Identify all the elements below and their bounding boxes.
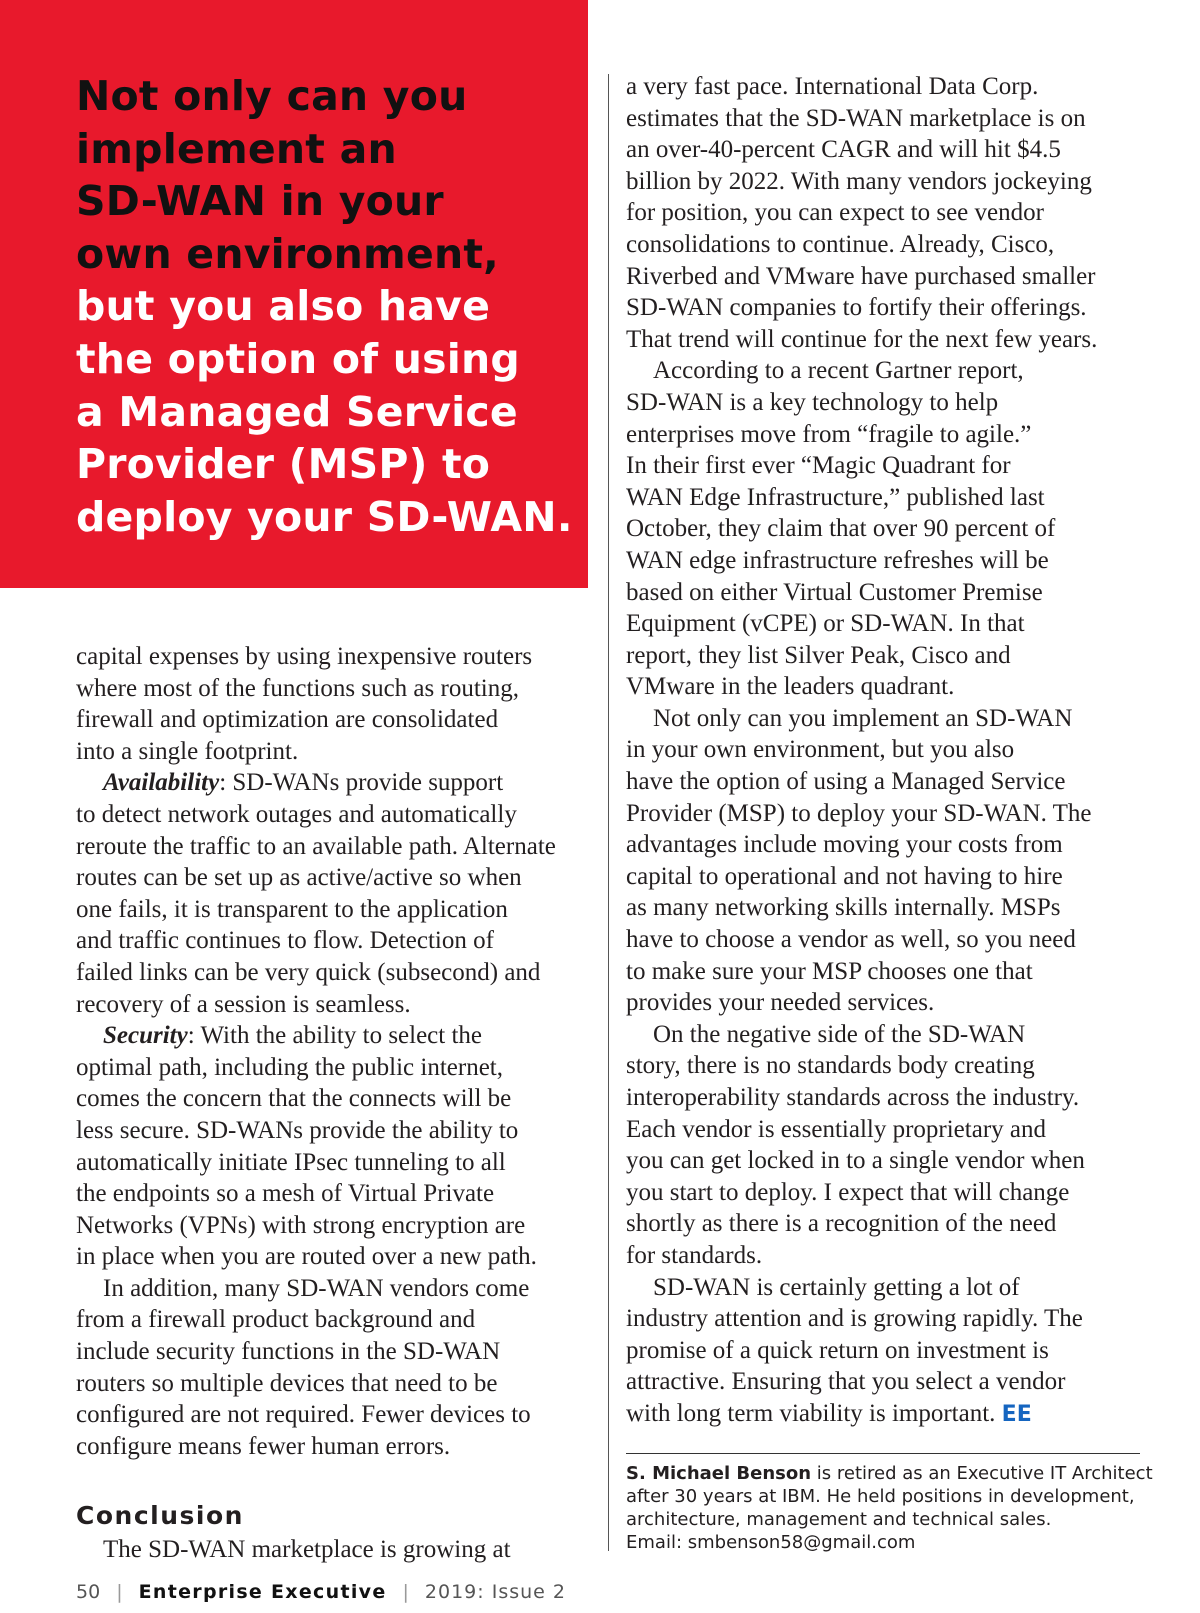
text-line: automatically initiate IPsec tunneling to all <box>76 1148 506 1176</box>
text-line: for standards. <box>626 1241 763 1269</box>
bio-first-text: is retired as an Executive IT Architect <box>811 1463 1153 1484</box>
text-line: recovery of a session is seamless. <box>76 990 411 1018</box>
security-first-line <box>76 1020 596 1052</box>
text-line: have to choose a vendor as well, so you need <box>626 926 1076 954</box>
column-divider <box>608 74 609 1551</box>
text-line: routes can be set up as active/active so when <box>76 864 522 892</box>
text-line: and traffic continues to flow. Detection of <box>76 927 494 955</box>
pull-quote-line: implement an <box>76 124 397 173</box>
text-line: include security functions in the SD-WAN <box>76 1338 501 1366</box>
text-line: industry attention and is growing rapidly. The <box>626 1305 1083 1333</box>
pull-quote-line: Not only can you <box>76 72 468 120</box>
text-line: advantages include moving your costs from <box>626 831 1063 859</box>
paragraph-gartner <box>626 355 1146 703</box>
text-line: Provider (MSP) to deploy your SD-WAN. The <box>626 799 1092 827</box>
pull-quote-text <box>76 70 576 543</box>
text-line: SD-WAN is certainly getting a lot of <box>653 1273 1020 1301</box>
text-line: configure means fewer human errors. <box>76 1432 451 1460</box>
text-line: VMware in the leaders quadrant. <box>626 673 955 701</box>
paragraph-security <box>76 1052 596 1273</box>
pull-quote-line: the option of using <box>76 334 520 383</box>
text-line: routers so multiple devices that need to be <box>76 1369 498 1397</box>
page-footer <box>76 1581 566 1603</box>
text-line: shortly as there is a recognition of the need <box>626 1210 1057 1238</box>
issue-label: 2019: Issue 2 <box>424 1581 566 1603</box>
conclusion-heading: Conclusion <box>76 1501 244 1531</box>
text-line: Not only can you implement an SD-WAN <box>653 704 1073 732</box>
availability-label: Availability <box>103 769 220 797</box>
pull-quote-line: a Managed Service <box>76 387 518 436</box>
text-line: less secure. SD-WANs provide the ability to <box>76 1116 519 1144</box>
text-line: you start to deploy. I expect that will change <box>626 1178 1070 1206</box>
text-line: estimates that the SD-WAN marketplace is on <box>626 104 1086 132</box>
text-line: October, they claim that over 90 percent of <box>626 515 1056 543</box>
closing-last-text: with long term viability is important. <box>626 1399 1002 1427</box>
bio-first-line <box>626 1462 1153 1485</box>
footer-separator: | <box>116 1581 123 1603</box>
text-line: Equipment (vCPE) or SD-WAN. In that <box>626 610 1025 638</box>
security-label: Security <box>103 1022 188 1050</box>
paragraph-in-addition <box>76 1273 596 1463</box>
text-line: capital to operational and not having to hire <box>626 862 1063 890</box>
text-line: attractive. Ensuring that you select a vendor <box>626 1368 1066 1396</box>
text-line: the endpoints so a mesh of Virtual Private <box>76 1180 495 1208</box>
paragraph-capital-expenses <box>76 641 596 767</box>
text-line: Riverbed and VMware have purchased smaller <box>626 262 1096 290</box>
text-line: provides your needed services. <box>626 989 935 1017</box>
end-of-article-mark: EE <box>1001 1401 1032 1427</box>
paragraph-msp <box>626 703 1146 1019</box>
text-line: failed links can be very quick (subsecond) and <box>76 958 541 986</box>
text-line: to detect network outages and automatically <box>76 800 517 828</box>
bio-divider <box>626 1453 1140 1454</box>
text-line: where most of the functions such as routing, <box>76 674 519 702</box>
pull-quote-line: deploy your SD-WAN. <box>76 492 573 541</box>
text-line: WAN Edge Infrastructure,” published last <box>626 483 1045 511</box>
text-line: capital expenses by using inexpensive routers <box>76 643 533 670</box>
availability-first-line <box>76 767 596 799</box>
paragraph-availability <box>76 799 596 1020</box>
publication-name: Enterprise Executive <box>138 1581 387 1603</box>
text-line: comes the concern that the connects will be <box>76 1085 512 1113</box>
text-line: based on either Virtual Customer Premise <box>626 578 1043 606</box>
text-line: billion by 2022. With many vendors jockeying <box>626 167 1092 195</box>
pull-quote-line: SD-WAN in your <box>76 177 444 226</box>
text-line: as many networking skills internally. MSPs <box>626 894 1061 922</box>
text-line: SD-WAN is a key technology to help <box>626 388 999 416</box>
text-line: for position, you can expect to see vendor <box>626 199 1044 227</box>
text-line: Each vendor is essentially proprietary and <box>626 1115 1046 1143</box>
closing-last-line <box>626 1398 1146 1431</box>
availability-first-text: : SD-WANs provide support <box>219 769 504 797</box>
pull-quote-line: own environment, <box>76 229 499 278</box>
text-line: On the negative side of the SD-WAN <box>653 1020 1026 1048</box>
right-column <box>626 71 1146 1431</box>
text-line: to make sure your MSP chooses one that <box>626 957 1033 985</box>
pull-quote-box <box>0 0 588 588</box>
text-line: promise of a quick return on investment is <box>626 1336 1049 1364</box>
page-number: 50 <box>76 1581 101 1603</box>
text-line: have the option of using a Managed Service <box>626 768 1066 796</box>
text-line: a very fast pace. International Data Corp. <box>626 73 1039 100</box>
author-bio <box>626 1462 1153 1554</box>
text-line: report, they list Silver Peak, Cisco and <box>626 641 1011 669</box>
text-line: from a firewall product background and <box>76 1306 476 1334</box>
text-line: According to a recent Gartner report, <box>653 357 1024 385</box>
pull-quote-line: Provider (MSP) to <box>76 440 491 489</box>
text-line: an over-40-percent CAGR and will hit $4.5 <box>626 136 1061 164</box>
text-line: you can get locked in to a single vendor when <box>626 1147 1085 1175</box>
pull-quote-line: but you also have <box>76 282 491 331</box>
text-line: enterprises move from “fragile to agile.” <box>626 420 1032 448</box>
text-line: Networks (VPNs) with strong encryption are <box>76 1211 526 1239</box>
text-line: in place when you are routed over a new path. <box>76 1243 537 1271</box>
conclusion-first-line: The SD-WAN marketplace is growing at <box>103 1536 511 1564</box>
text-line: That trend will continue for the next few years. <box>626 325 1098 353</box>
bio-line: after 30 years at IBM. He held positions in development, <box>626 1486 1135 1507</box>
author-name: S. Michael Benson <box>626 1463 812 1484</box>
text-line: In addition, many SD-WAN vendors come <box>103 1274 530 1302</box>
text-line: WAN edge infrastructure refreshes will be <box>626 546 1049 574</box>
text-line: reroute the traffic to an available path. Alternate <box>76 832 556 860</box>
paragraph-marketplace-pace <box>626 71 1146 355</box>
author-email: Email: smbenson58@gmail.com <box>626 1532 916 1553</box>
text-line: optimal path, including the public internet, <box>76 1053 503 1081</box>
pull-quote-light-lines <box>76 280 576 543</box>
text-line: In their first ever “Magic Quadrant for <box>626 452 1011 480</box>
pull-quote-dark-lines <box>76 70 576 280</box>
text-line: one fails, it is transparent to the application <box>76 895 508 923</box>
text-line: consolidations to continue. Already, Cisco, <box>626 230 1055 258</box>
text-line: story, there is no standards body creating <box>626 1052 1035 1080</box>
footer-separator: | <box>402 1581 409 1603</box>
text-line: SD-WAN companies to fortify their offerings. <box>626 294 1087 322</box>
bio-line: architecture, management and technical sales. <box>626 1509 1052 1530</box>
text-line: into a single footprint. <box>76 737 299 765</box>
text-line: configured are not required. Fewer devices to <box>76 1401 531 1429</box>
text-line: firewall and optimization are consolidated <box>76 706 499 734</box>
paragraph-closing <box>626 1272 1146 1398</box>
text-line: interoperability standards across the industry. <box>626 1084 1080 1111</box>
paragraph-negative-side <box>626 1019 1146 1272</box>
left-column <box>76 641 596 1566</box>
text-line: in your own environment, but you also <box>626 736 1015 764</box>
security-first-text: : With the ability to select the <box>187 1022 483 1050</box>
